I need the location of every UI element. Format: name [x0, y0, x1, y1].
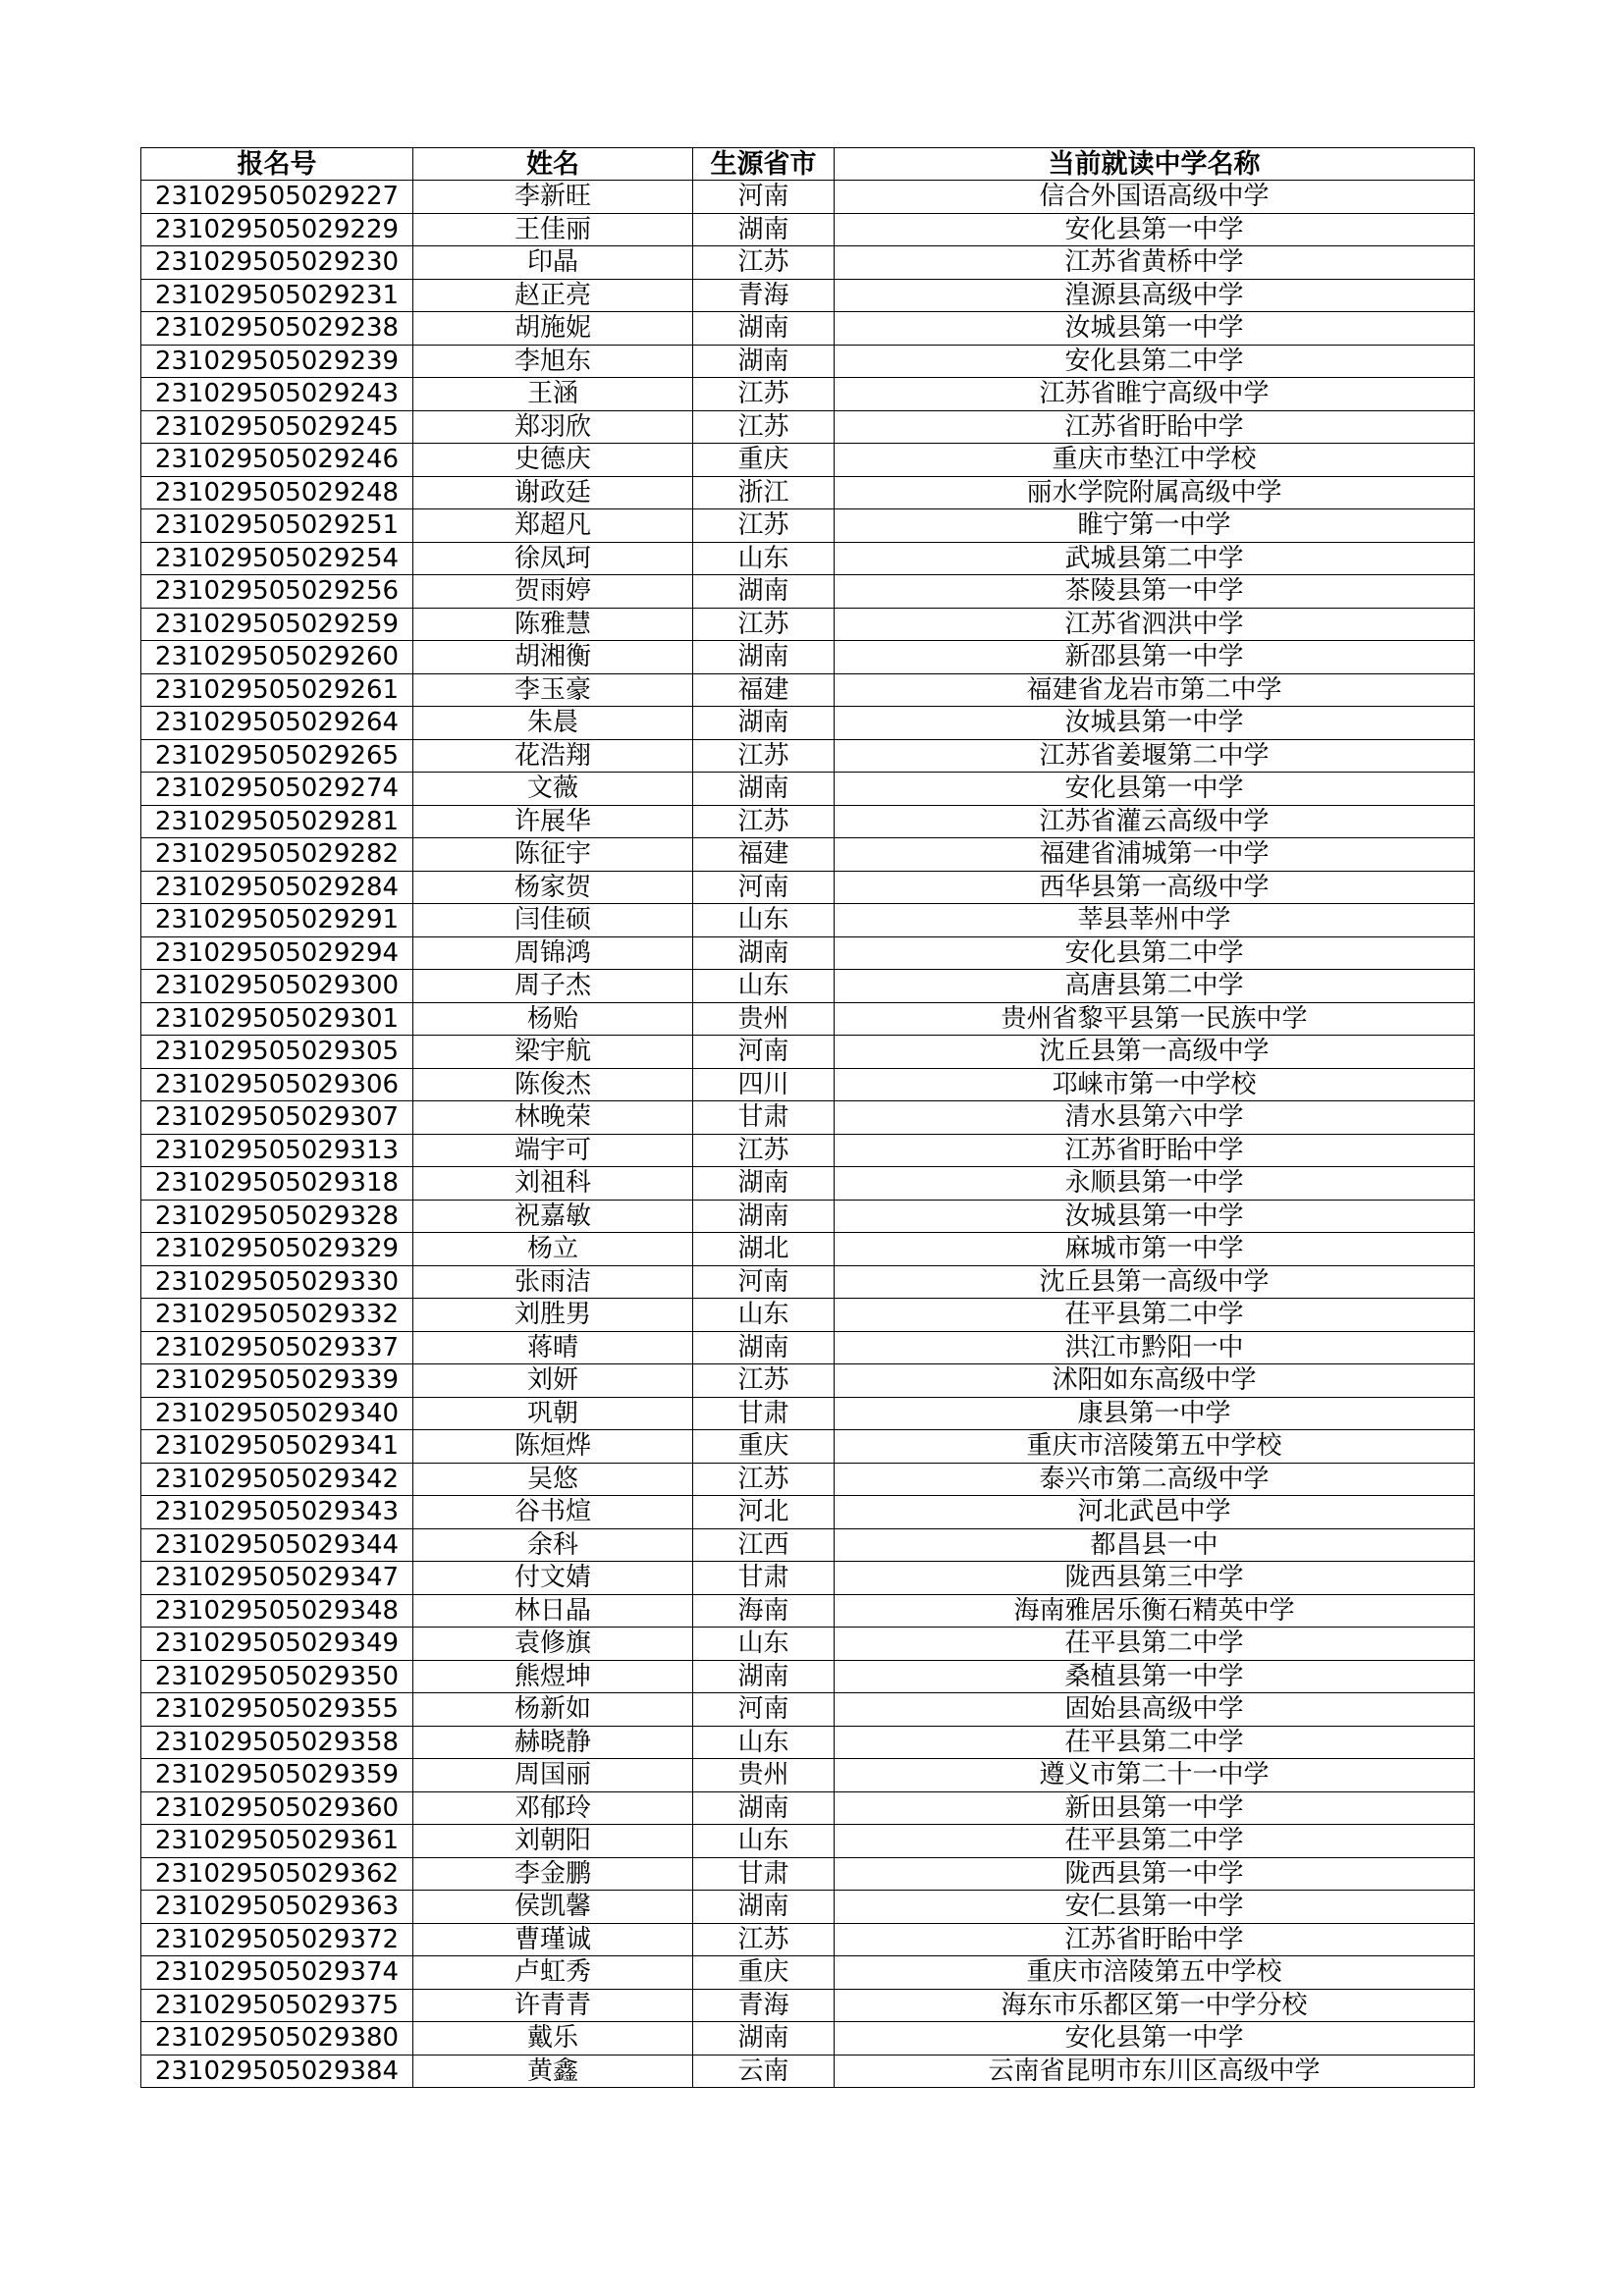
registration-number-cell: 231029505029355	[141, 1693, 413, 1727]
table-row	[141, 509, 1475, 543]
table-row	[141, 1463, 1475, 1496]
registration-number-cell: 231029505029251	[141, 509, 413, 543]
origin-province-cell: 河北	[693, 1496, 835, 1529]
current-school-cell: 陇西县第一中学	[835, 1857, 1475, 1891]
table-row	[141, 345, 1475, 378]
origin-province-cell: 湖南	[693, 773, 835, 806]
name-cell: 贺雨婷	[413, 575, 693, 609]
registration-number-cell: 231029505029301	[141, 1002, 413, 1036]
current-school-cell: 丽水学院附属高级中学	[835, 476, 1475, 509]
name-cell: 文薇	[413, 773, 693, 806]
table-row	[141, 1956, 1475, 1990]
current-school-cell: 贵州省黎平县第一民族中学	[835, 1002, 1475, 1036]
name-cell: 曹瑾诚	[413, 1923, 693, 1956]
registration-number-cell: 231029505029284	[141, 871, 413, 904]
name-cell: 徐凤珂	[413, 542, 693, 575]
table-row	[141, 312, 1475, 346]
table-row	[141, 641, 1475, 674]
table-row	[141, 936, 1475, 970]
registration-number-cell: 231029505029307	[141, 1101, 413, 1135]
current-school-cell: 江苏省泗洪中学	[835, 608, 1475, 641]
table-body	[141, 181, 1475, 2088]
table-row	[141, 1791, 1475, 1825]
current-school-cell: 茶陵县第一中学	[835, 575, 1475, 609]
origin-province-cell: 湖南	[693, 2022, 835, 2056]
origin-province-cell: 湖南	[693, 1331, 835, 1364]
student-roster-table	[140, 147, 1475, 2088]
registration-number-cell: 231029505029342	[141, 1463, 413, 1496]
registration-number-cell: 231029505029313	[141, 1134, 413, 1167]
name-cell: 卢虹秀	[413, 1956, 693, 1990]
current-school-cell: 睢宁第一中学	[835, 509, 1475, 543]
origin-province-cell: 甘肃	[693, 1562, 835, 1595]
table-row	[141, 2022, 1475, 2056]
origin-province-cell: 山东	[693, 1628, 835, 1661]
name-cell: 黄鑫	[413, 2055, 693, 2088]
header-registration-number: 报名号	[141, 148, 413, 181]
registration-number-cell: 231029505029340	[141, 1397, 413, 1430]
name-cell: 余科	[413, 1528, 693, 1562]
table-row	[141, 673, 1475, 707]
origin-province-cell: 湖南	[693, 1200, 835, 1233]
current-school-cell: 安化县第一中学	[835, 213, 1475, 246]
origin-province-cell: 江苏	[693, 1364, 835, 1398]
name-cell: 胡湘衡	[413, 641, 693, 674]
current-school-cell: 茌平县第二中学	[835, 1825, 1475, 1858]
name-cell: 赵正亮	[413, 279, 693, 312]
table-row	[141, 1660, 1475, 1693]
name-cell: 杨立	[413, 1233, 693, 1266]
registration-number-cell: 231029505029348	[141, 1594, 413, 1628]
name-cell: 花浩翔	[413, 739, 693, 773]
origin-province-cell: 山东	[693, 1825, 835, 1858]
origin-province-cell: 湖南	[693, 1791, 835, 1825]
table-row	[141, 871, 1475, 904]
registration-number-cell: 231029505029248	[141, 476, 413, 509]
name-cell: 祝嘉敏	[413, 1200, 693, 1233]
registration-number-cell: 231029505029246	[141, 444, 413, 477]
registration-number-cell: 231029505029372	[141, 1923, 413, 1956]
origin-province-cell: 湖南	[693, 213, 835, 246]
table-row	[141, 805, 1475, 838]
registration-number-cell: 231029505029347	[141, 1562, 413, 1595]
name-cell: 史德庆	[413, 444, 693, 477]
name-cell: 陈俊杰	[413, 1068, 693, 1101]
origin-province-cell: 云南	[693, 2055, 835, 2088]
registration-number-cell: 231029505029343	[141, 1496, 413, 1529]
current-school-cell: 安化县第二中学	[835, 345, 1475, 378]
origin-province-cell: 青海	[693, 1989, 835, 2022]
current-school-cell: 安化县第一中学	[835, 773, 1475, 806]
origin-province-cell: 福建	[693, 673, 835, 707]
origin-province-cell: 江苏	[693, 410, 835, 444]
origin-province-cell: 甘肃	[693, 1397, 835, 1430]
current-school-cell: 莘县莘州中学	[835, 904, 1475, 937]
registration-number-cell: 231029505029328	[141, 1200, 413, 1233]
origin-province-cell: 江苏	[693, 739, 835, 773]
registration-number-cell: 231029505029337	[141, 1331, 413, 1364]
name-cell: 闫佳硕	[413, 904, 693, 937]
current-school-cell: 福建省龙岩市第二中学	[835, 673, 1475, 707]
origin-province-cell: 河南	[693, 181, 835, 214]
table-row	[141, 1364, 1475, 1398]
name-cell: 谷书煊	[413, 1496, 693, 1529]
name-cell: 印晶	[413, 246, 693, 280]
current-school-cell: 湟源县高级中学	[835, 279, 1475, 312]
current-school-cell: 茌平县第二中学	[835, 1628, 1475, 1661]
name-cell: 杨家贺	[413, 871, 693, 904]
current-school-cell: 沭阳如东高级中学	[835, 1364, 1475, 1398]
registration-number-cell: 231029505029254	[141, 542, 413, 575]
table-row	[141, 1496, 1475, 1529]
current-school-cell: 茌平县第二中学	[835, 1726, 1475, 1759]
origin-province-cell: 重庆	[693, 1956, 835, 1990]
current-school-cell: 麻城市第一中学	[835, 1233, 1475, 1266]
current-school-cell: 重庆市涪陵第五中学校	[835, 1430, 1475, 1464]
current-school-cell: 云南省昆明市东川区高级中学	[835, 2055, 1475, 2088]
header-row	[141, 148, 1475, 181]
table-row	[141, 1726, 1475, 1759]
registration-number-cell: 231029505029245	[141, 410, 413, 444]
current-school-cell: 海东市乐都区第一中学分校	[835, 1989, 1475, 2022]
table-row	[141, 1233, 1475, 1266]
table-row	[141, 1068, 1475, 1101]
current-school-cell: 江苏省黄桥中学	[835, 246, 1475, 280]
name-cell: 李旭东	[413, 345, 693, 378]
registration-number-cell: 231029505029259	[141, 608, 413, 641]
table-row	[141, 1825, 1475, 1858]
name-cell: 胡施妮	[413, 312, 693, 346]
registration-number-cell: 231029505029339	[141, 1364, 413, 1398]
table-row	[141, 739, 1475, 773]
registration-number-cell: 231029505029239	[141, 345, 413, 378]
current-school-cell: 江苏省盱眙中学	[835, 1923, 1475, 1956]
table-row	[141, 1693, 1475, 1727]
origin-province-cell: 湖北	[693, 1233, 835, 1266]
current-school-cell: 沈丘县第一高级中学	[835, 1036, 1475, 1069]
table-row	[141, 1397, 1475, 1430]
name-cell: 周锦鸿	[413, 936, 693, 970]
table-row	[141, 608, 1475, 641]
registration-number-cell: 231029505029330	[141, 1265, 413, 1299]
origin-province-cell: 江苏	[693, 246, 835, 280]
origin-province-cell: 山东	[693, 542, 835, 575]
table-row	[141, 1562, 1475, 1595]
table-row	[141, 1200, 1475, 1233]
origin-province-cell: 贵州	[693, 1002, 835, 1036]
origin-province-cell: 湖南	[693, 1660, 835, 1693]
registration-number-cell: 231029505029318	[141, 1167, 413, 1201]
name-cell: 李金鹏	[413, 1857, 693, 1891]
current-school-cell: 固始县高级中学	[835, 1693, 1475, 1727]
origin-province-cell: 山东	[693, 904, 835, 937]
registration-number-cell: 231029505029360	[141, 1791, 413, 1825]
name-cell: 郑超凡	[413, 509, 693, 543]
name-cell: 许展华	[413, 805, 693, 838]
origin-province-cell: 山东	[693, 970, 835, 1003]
current-school-cell: 沈丘县第一高级中学	[835, 1265, 1475, 1299]
origin-province-cell: 湖南	[693, 641, 835, 674]
table-row	[141, 279, 1475, 312]
origin-province-cell: 重庆	[693, 1430, 835, 1464]
current-school-cell: 西华县第一高级中学	[835, 871, 1475, 904]
name-cell: 付文婧	[413, 1562, 693, 1595]
name-cell: 杨新如	[413, 1693, 693, 1727]
name-cell: 陈征宇	[413, 838, 693, 872]
current-school-cell: 重庆市垫江中学校	[835, 444, 1475, 477]
origin-province-cell: 湖南	[693, 312, 835, 346]
origin-province-cell: 湖南	[693, 936, 835, 970]
registration-number-cell: 231029505029350	[141, 1660, 413, 1693]
current-school-cell: 安化县第二中学	[835, 936, 1475, 970]
table-row	[141, 1528, 1475, 1562]
origin-province-cell: 四川	[693, 1068, 835, 1101]
name-cell: 周子杰	[413, 970, 693, 1003]
current-school-cell: 新邵县第一中学	[835, 641, 1475, 674]
current-school-cell: 桑植县第一中学	[835, 1660, 1475, 1693]
name-cell: 侯凯馨	[413, 1891, 693, 1924]
name-cell: 戴乐	[413, 2022, 693, 2056]
table-row	[141, 707, 1475, 740]
name-cell: 巩朝	[413, 1397, 693, 1430]
origin-province-cell: 甘肃	[693, 1101, 835, 1135]
name-cell: 邓郁玲	[413, 1791, 693, 1825]
current-school-cell: 安化县第一中学	[835, 2022, 1475, 2056]
current-school-cell: 洪江市黔阳一中	[835, 1331, 1475, 1364]
registration-number-cell: 231029505029281	[141, 805, 413, 838]
origin-province-cell: 江苏	[693, 509, 835, 543]
header-origin-province: 生源省市	[693, 148, 835, 181]
origin-province-cell: 江苏	[693, 1463, 835, 1496]
current-school-cell: 江苏省盱眙中学	[835, 410, 1475, 444]
table-row	[141, 838, 1475, 872]
name-cell: 吴悠	[413, 1463, 693, 1496]
name-cell: 许青青	[413, 1989, 693, 2022]
registration-number-cell: 231029505029344	[141, 1528, 413, 1562]
registration-number-cell: 231029505029341	[141, 1430, 413, 1464]
table-row	[141, 444, 1475, 477]
table-row	[141, 970, 1475, 1003]
table-row	[141, 1759, 1475, 1792]
registration-number-cell: 231029505029265	[141, 739, 413, 773]
current-school-cell: 汝城县第一中学	[835, 1200, 1475, 1233]
current-school-cell: 茌平县第二中学	[835, 1299, 1475, 1332]
current-school-cell: 信合外国语高级中学	[835, 181, 1475, 214]
registration-number-cell: 231029505029375	[141, 1989, 413, 2022]
origin-province-cell: 湖南	[693, 1891, 835, 1924]
registration-number-cell: 231029505029261	[141, 673, 413, 707]
table-row	[141, 1331, 1475, 1364]
current-school-cell: 新田县第一中学	[835, 1791, 1475, 1825]
registration-number-cell: 231029505029384	[141, 2055, 413, 2088]
origin-province-cell: 江苏	[693, 805, 835, 838]
registration-number-cell: 231029505029294	[141, 936, 413, 970]
origin-province-cell: 湖南	[693, 345, 835, 378]
name-cell: 刘朝阳	[413, 1825, 693, 1858]
registration-number-cell: 231029505029358	[141, 1726, 413, 1759]
name-cell: 朱晨	[413, 707, 693, 740]
origin-province-cell: 贵州	[693, 1759, 835, 1792]
origin-province-cell: 甘肃	[693, 1857, 835, 1891]
registration-number-cell: 231029505029274	[141, 773, 413, 806]
current-school-cell: 重庆市涪陵第五中学校	[835, 1956, 1475, 1990]
name-cell: 熊煜坤	[413, 1660, 693, 1693]
origin-province-cell: 湖南	[693, 707, 835, 740]
current-school-cell: 邛崃市第一中学校	[835, 1068, 1475, 1101]
name-cell: 陈烜烨	[413, 1430, 693, 1464]
table-row	[141, 1036, 1475, 1069]
name-cell: 张雨洁	[413, 1265, 693, 1299]
table-row	[141, 181, 1475, 214]
header-current-school: 当前就读中学名称	[835, 148, 1475, 181]
origin-province-cell: 江苏	[693, 1923, 835, 1956]
registration-number-cell: 231029505029349	[141, 1628, 413, 1661]
registration-number-cell: 231029505029306	[141, 1068, 413, 1101]
table-row	[141, 1002, 1475, 1036]
table-row	[141, 1923, 1475, 1956]
current-school-cell: 河北武邑中学	[835, 1496, 1475, 1529]
name-cell: 林晚荣	[413, 1101, 693, 1135]
origin-province-cell: 江苏	[693, 378, 835, 411]
table-row	[141, 1891, 1475, 1924]
table-row	[141, 1857, 1475, 1891]
table-row	[141, 246, 1475, 280]
registration-number-cell: 231029505029260	[141, 641, 413, 674]
origin-province-cell: 河南	[693, 1693, 835, 1727]
current-school-cell: 海南雅居乐衡石精英中学	[835, 1594, 1475, 1628]
header-name: 姓名	[413, 148, 693, 181]
current-school-cell: 汝城县第一中学	[835, 312, 1475, 346]
current-school-cell: 永顺县第一中学	[835, 1167, 1475, 1201]
origin-province-cell: 江西	[693, 1528, 835, 1562]
registration-number-cell: 231029505029300	[141, 970, 413, 1003]
origin-province-cell: 河南	[693, 871, 835, 904]
registration-number-cell: 231029505029359	[141, 1759, 413, 1792]
name-cell: 刘妍	[413, 1364, 693, 1398]
registration-number-cell: 231029505029362	[141, 1857, 413, 1891]
name-cell: 刘胜男	[413, 1299, 693, 1332]
name-cell: 蒋晴	[413, 1331, 693, 1364]
registration-number-cell: 231029505029243	[141, 378, 413, 411]
origin-province-cell: 河南	[693, 1265, 835, 1299]
registration-number-cell: 231029505029230	[141, 246, 413, 280]
name-cell: 杨贻	[413, 1002, 693, 1036]
name-cell: 王佳丽	[413, 213, 693, 246]
current-school-cell: 汝城县第一中学	[835, 707, 1475, 740]
registration-number-cell: 231029505029264	[141, 707, 413, 740]
current-school-cell: 清水县第六中学	[835, 1101, 1475, 1135]
current-school-cell: 高唐县第二中学	[835, 970, 1475, 1003]
name-cell: 刘祖科	[413, 1167, 693, 1201]
name-cell: 李玉豪	[413, 673, 693, 707]
name-cell: 郑羽欣	[413, 410, 693, 444]
registration-number-cell: 231029505029332	[141, 1299, 413, 1332]
current-school-cell: 陇西县第三中学	[835, 1562, 1475, 1595]
name-cell: 梁宇航	[413, 1036, 693, 1069]
table-row	[141, 575, 1475, 609]
name-cell: 谢政廷	[413, 476, 693, 509]
registration-number-cell: 231029505029238	[141, 312, 413, 346]
table-row	[141, 773, 1475, 806]
origin-province-cell: 江苏	[693, 1134, 835, 1167]
current-school-cell: 江苏省盱眙中学	[835, 1134, 1475, 1167]
table-row	[141, 410, 1475, 444]
name-cell: 端宇可	[413, 1134, 693, 1167]
origin-province-cell: 山东	[693, 1299, 835, 1332]
name-cell: 周国丽	[413, 1759, 693, 1792]
registration-number-cell: 231029505029227	[141, 181, 413, 214]
registration-number-cell: 231029505029329	[141, 1233, 413, 1266]
registration-number-cell: 231029505029374	[141, 1956, 413, 1990]
registration-number-cell: 231029505029291	[141, 904, 413, 937]
name-cell: 赫晓静	[413, 1726, 693, 1759]
origin-province-cell: 湖南	[693, 1167, 835, 1201]
table-row	[141, 1430, 1475, 1464]
registration-number-cell: 231029505029229	[141, 213, 413, 246]
registration-number-cell: 231029505029282	[141, 838, 413, 872]
registration-number-cell: 231029505029380	[141, 2022, 413, 2056]
current-school-cell: 安仁县第一中学	[835, 1891, 1475, 1924]
current-school-cell: 江苏省姜堰第二中学	[835, 739, 1475, 773]
table-row	[141, 213, 1475, 246]
table-row	[141, 378, 1475, 411]
name-cell: 李新旺	[413, 181, 693, 214]
current-school-cell: 武城县第二中学	[835, 542, 1475, 575]
table-row	[141, 2055, 1475, 2088]
current-school-cell: 都昌县一中	[835, 1528, 1475, 1562]
table-row	[141, 1101, 1475, 1135]
name-cell: 袁修旗	[413, 1628, 693, 1661]
current-school-cell: 福建省浦城第一中学	[835, 838, 1475, 872]
origin-province-cell: 河南	[693, 1036, 835, 1069]
table-row	[141, 1628, 1475, 1661]
registration-number-cell: 231029505029305	[141, 1036, 413, 1069]
origin-province-cell: 福建	[693, 838, 835, 872]
table-row	[141, 1134, 1475, 1167]
current-school-cell: 江苏省睢宁高级中学	[835, 378, 1475, 411]
name-cell: 王涵	[413, 378, 693, 411]
origin-province-cell: 重庆	[693, 444, 835, 477]
origin-province-cell: 湖南	[693, 575, 835, 609]
current-school-cell: 江苏省灌云高级中学	[835, 805, 1475, 838]
current-school-cell: 遵义市第二十一中学	[835, 1759, 1475, 1792]
registration-number-cell: 231029505029256	[141, 575, 413, 609]
table-row	[141, 904, 1475, 937]
table-row	[141, 1299, 1475, 1332]
origin-province-cell: 青海	[693, 279, 835, 312]
table-row	[141, 1594, 1475, 1628]
table-row	[141, 1167, 1475, 1201]
table-row	[141, 1989, 1475, 2022]
name-cell: 林日晶	[413, 1594, 693, 1628]
origin-province-cell: 江苏	[693, 608, 835, 641]
registration-number-cell: 231029505029231	[141, 279, 413, 312]
name-cell: 陈雅慧	[413, 608, 693, 641]
table-row	[141, 476, 1475, 509]
current-school-cell: 康县第一中学	[835, 1397, 1475, 1430]
current-school-cell: 泰兴市第二高级中学	[835, 1463, 1475, 1496]
origin-province-cell: 山东	[693, 1726, 835, 1759]
origin-province-cell: 浙江	[693, 476, 835, 509]
table-row	[141, 1265, 1475, 1299]
origin-province-cell: 海南	[693, 1594, 835, 1628]
table-row	[141, 542, 1475, 575]
registration-number-cell: 231029505029363	[141, 1891, 413, 1924]
registration-number-cell: 231029505029361	[141, 1825, 413, 1858]
